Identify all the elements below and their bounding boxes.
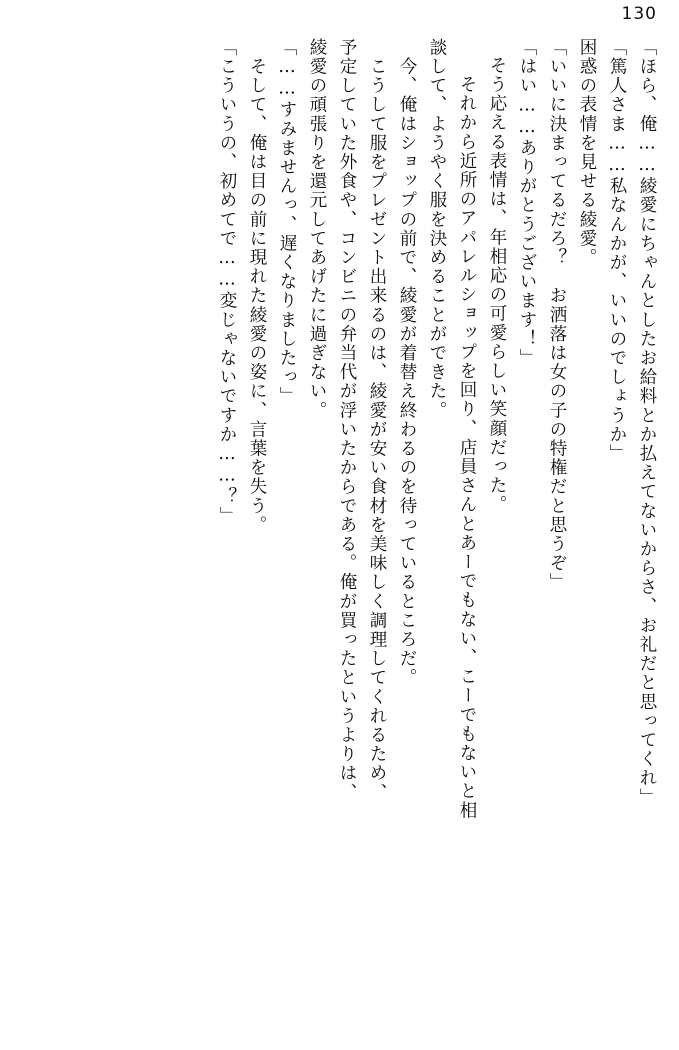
text-column: 綾愛の頑張りを還元してあげたに過ぎない。: [307, 38, 327, 420]
text-column: 「……すみませんっ、遅くなりましたっ」: [277, 38, 297, 406]
text-column: 「はい……ありがとうございます！」: [517, 38, 537, 368]
text-column: 困惑の表情を見せる綾愛。: [577, 38, 597, 268]
text-column: そう応える表情は、年相応の可愛らしい笑顔だった。: [487, 56, 507, 515]
text-column: そして、俺は目の前に現れた綾愛の姿に、言葉を失う。: [247, 38, 267, 535]
text-column: 「篤人さま……私なんかが、いいのでしょうか」: [607, 38, 627, 464]
vertical-text-body: [24, 38, 655, 1032]
page-number: 130: [621, 4, 657, 24]
text-column: 「こういうの、初めてで……変じゃないですか……？」: [217, 38, 237, 526]
text-column: 談して、ようやく服を決めることができた。: [427, 38, 447, 420]
text-column: それから近所のアパレルショップを回り、店員さんとあーでもない、こーでもないと相: [457, 56, 477, 820]
text-column: 予定していた外食や、コンビニの弁当代が浮いたからである。俺が買ったというよりは、: [337, 38, 357, 802]
text-column: 今、俺はショップの前で、綾愛が着替え終わるのを待っているところだ。: [397, 38, 417, 688]
text-column: こうして服をプレゼント出来るのは、綾愛が安い食材を美味しく調理してくれるため、: [367, 38, 387, 802]
text-column: 「ほら、俺……綾愛にちゃんとしたお給料とか払えてないからさ、お礼だと思ってくれ」: [637, 38, 657, 807]
text-column: 「いいに決まってるだろ？ お洒落は女の子の特権だと思うぞ」: [547, 38, 567, 592]
